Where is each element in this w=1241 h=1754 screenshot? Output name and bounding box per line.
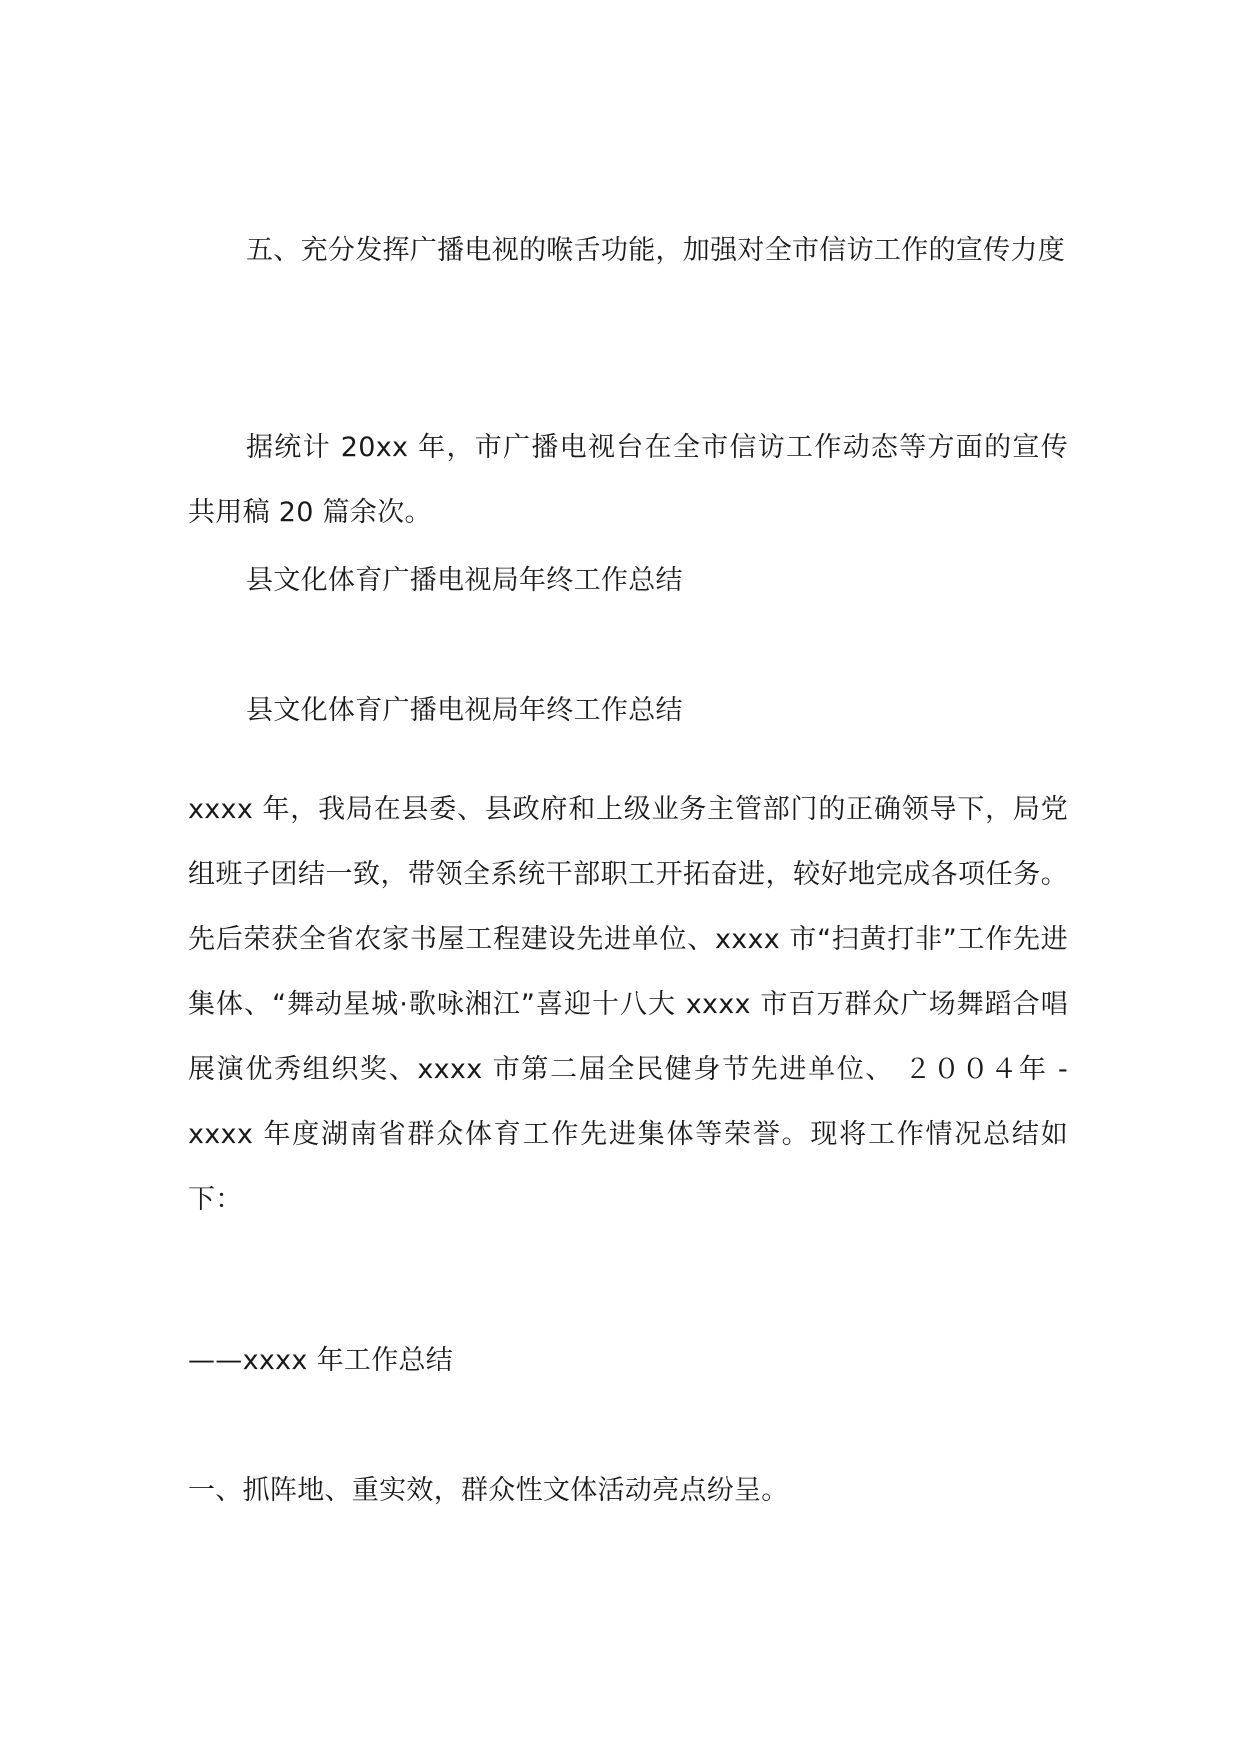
section-heading-one: 一、抓阵地、重实效，群众性文体活动亮点纷呈。 — [188, 1475, 789, 1506]
section-heading-five: 五、充分发挥广播电视的喉舌功能，加强对全市信访工作的宣传力度 — [246, 235, 1065, 266]
statistics-paragraph: 据统计 20xx 年，市广播电视台在全市信访工作动态等方面的宣传共用稿 20 篇余次。 — [188, 432, 1068, 528]
intro-paragraph: xxxx 年，我局在县委、县政府和上级业务主管部门的正确领导下，局党组班子团结一致，带领全系统干部职工开拓奋进，较好地完成各项任务。先后荣获全省农家书屋工程建设先进单位、xxxx 市“扫黄打非”工作先进集体、“舞动星城·歌咏湘江”喜迎十八大 xxxx 市百万群众广场舞蹈合唱展演优秀组织奖、xxxx 市第二届全民健身节先进单位、 ２００４年 - xxxx 年度湖南省群众体育工作先进集体等荣誉。现将工作情况总结如下： — [188, 794, 1068, 1215]
document-title: 县文化体育广播电视局年终工作总结 — [246, 565, 683, 596]
section-subtitle: ——xxxx 年工作总结 — [188, 1345, 454, 1376]
document-title-repeat: 县文化体育广播电视局年终工作总结 — [246, 695, 683, 726]
